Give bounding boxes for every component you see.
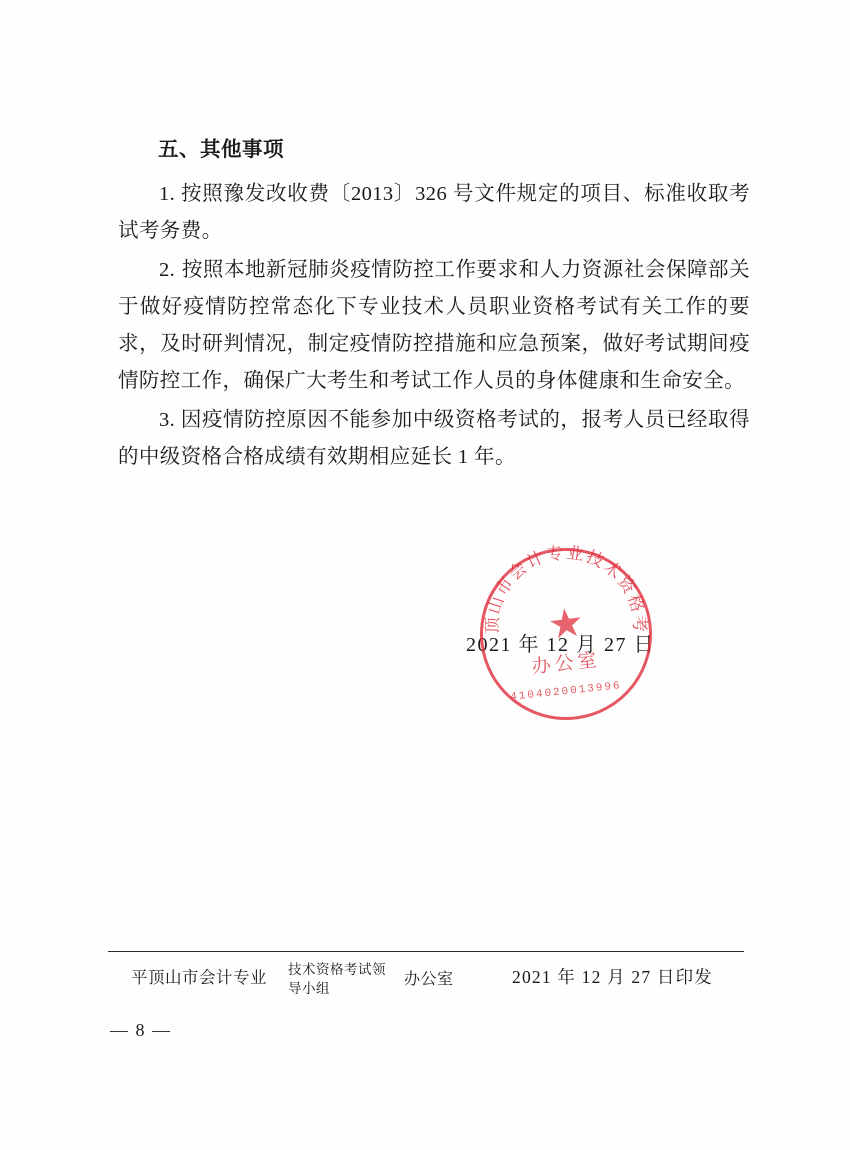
seal-code-text: 4104020013996 bbox=[509, 680, 623, 705]
page-number: — 8 — bbox=[110, 1020, 172, 1040]
footer-issuer-main: 平顶山市会计专业 bbox=[131, 968, 267, 987]
seal-star-icon: ★ bbox=[545, 598, 587, 648]
section-heading: 五、其他事项 bbox=[158, 138, 284, 161]
seal-arc-text-label: 平顶山市会计专业技术资格考试 bbox=[470, 533, 650, 635]
footer-office: 办公室 bbox=[404, 971, 454, 988]
signature-date: 2021 年 12 月 27 日 bbox=[466, 634, 655, 656]
footer-issuer-secondary: 技术资格考试领导小组 bbox=[288, 962, 386, 996]
document-body bbox=[118, 132, 750, 478]
paragraph-2: 2. 按照本地新冠肺炎疫情防控工作要求和人力资源社会保障部关于做好疫情防控常态化下专业技术人员职业资格考试有关工作的要求，及时研判情况，制定疫情防控措施和应急预案，做好考试期间疫情防控工作，确保广大考生和考试工作人员的身体健康和生命安全。 bbox=[118, 259, 750, 392]
footer-row bbox=[108, 958, 758, 1002]
paragraph-3: 3. 因疫情防控原因不能参加中级资格考试的，报考人员已经取得的中级资格合格成绩有效期相应延长 1 年。 bbox=[118, 409, 750, 468]
paragraph-1: 1. 按照豫发改收费〔2013〕326 号文件规定的项目、标准收取考试考务费。 bbox=[118, 183, 750, 242]
seal-office-text: 办公室 bbox=[530, 649, 602, 678]
footer-print-date: 2021 年 12 月 27 日印发 bbox=[512, 967, 713, 987]
footer-divider bbox=[108, 951, 744, 952]
